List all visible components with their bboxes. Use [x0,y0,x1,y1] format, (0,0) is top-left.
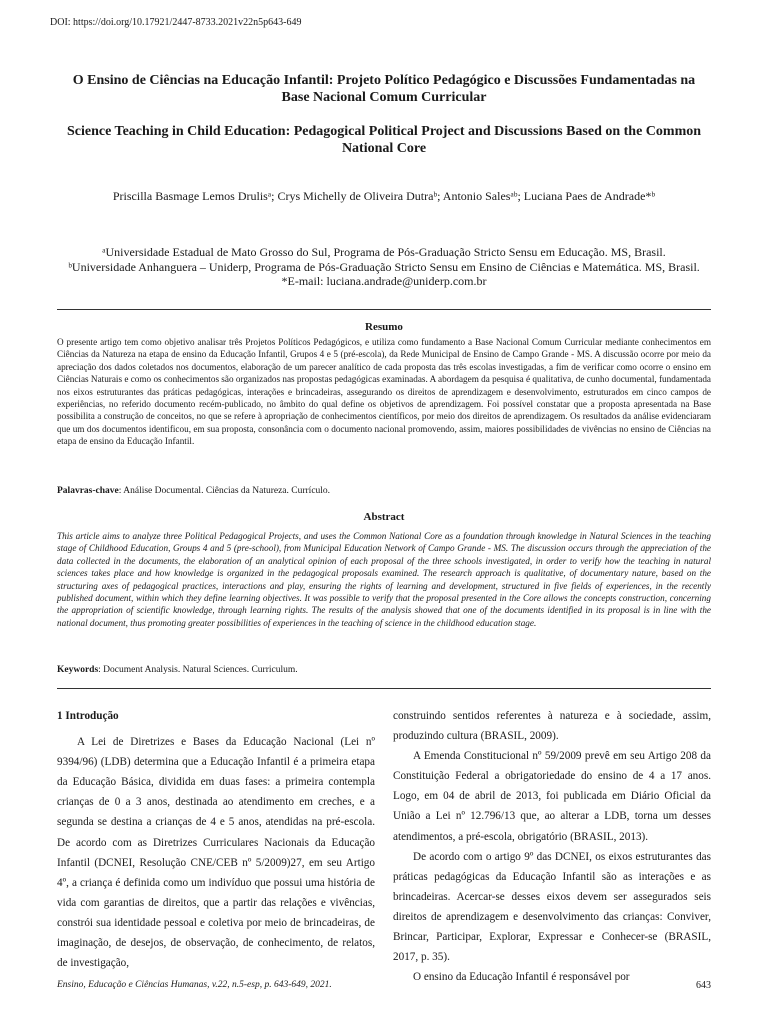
affiliation-b: ᵇUniversidade Anhanguera – Uniderp, Programa de Pós-Graduação Stricto Sensu em Ensino de Ciências e Matemática. MS, Brasil. [68,259,700,274]
keywords-label-en: Keywords [57,665,99,675]
doi-line[interactable]: DOI: https://doi.org/10.17921/2447-8733.2021v22n5p643-649 [50,17,302,28]
author-list: Priscilla Basmage Lemos Drulisᵃ; Crys Michelly de Oliveira Dutraᵇ; Antonio Salesᵃᵇ; Luciana Paes de Andrade*ᵇ [112,189,656,203]
section-heading-intro: 1 Introdução [57,710,119,722]
affiliation-a: ᵃUniversidade Estadual de Mato Grosso do Sul, Programa de Pós-Graduação Stricto Sensu em Educação. MS, Brasil. [102,245,666,259]
divider-top [57,309,711,310]
corresponding-email[interactable]: *E-mail: luciana.andrade@uniderp.com.br [281,274,487,288]
resumo-heading: Resumo [365,321,403,333]
body-column-left [57,706,375,973]
title-english: Science Teaching in Child Education: Pedagogical Political Project and Discussions Based on the Common National Core [66,124,702,156]
resumo-text: O presente artigo tem como objetivo analisar três Projetos Políticos Pedagógicos, e utiliza como fundamento a Base Nacional Comum Curricular mediante conhecimentos em Ciências da Natureza na etapa de ensino da Educação Infantil, Grupos 4 e 5 (pré-escola), da Rede Municipal de Ensino de Campo Grande - MS. A discussão ocorre por meio da apreciação dos dados coletados nos documentos, elaboração de um parecer analítico de cada proposta das três escolas investigadas, a fim de verificar como ocorre o ensino em Ciências Naturais e como os conhecimentos são organizados nas propostas pedagógicas examinadas. A abordagem da pesquisa é qualitativa, de cunho documental, fundamentada nos eixos estruturantes das práticas pedagógicas, interações e brincadeiras, assegurando os direitos de aprendizagem e desenvolvimento, estruturados em cinco campos de experiências, no referido documento recém-publicado, no âmbito do qual define os objetivos de aprendizagem. Foi possível constatar que a proposta apresentada na Base possibilita a construção de conceitos, no que se refere à apropriação de conhecimentos científicos, por meio dos direitos de aprendizagem. Os resultados da análise evidenciaram que um dos documentos identificou, em sua proposta, consonância com o documento nacional promovendo, assim, maiores possibilidades de vivências no ensino de Ciências na etapa de ensino da Educação Infantil. [57,337,711,447]
title-portuguese: O Ensino de Ciências na Educação Infantil: Projeto Político Pedagógico e Discussões Fundamentadas na Base Nacional Comum Curricular [72,73,696,105]
abstract-heading: Abstract [363,511,405,523]
page-number: 643 [696,980,711,991]
keywords-en: : Document Analysis. Natural Sciences. Curriculum. [98,665,298,675]
body-column-right [393,706,711,987]
resumo-keywords [57,486,711,496]
intro-paragraph-4: O ensino da Educação Infantil é responsável por [413,971,630,984]
intro-paragraph-2: A Emenda Constitucional nº 59/2009 prevê em seu Artigo 208 da Constituição Federal a obrigatoriedade do ensino de 4 a 17 anos. Logo, em 04 de abril de 2013, foi publicada em Diário Oficial da União a Lei nº 12.796/13 que, ao alterar a LDB, torna um desses atendimentos, a pré-escola, obrigatório (BRASIL, 2013). [393,750,711,843]
affiliations [40,245,728,289]
intro-paragraph-1: A Lei de Diretrizes e Bases da Educação Nacional (Lei nº 9394/96) (LDB) determina que a Educação Infantil é a primeira etapa da Educação Básica, dividida em duas fases: a primeira contempla crianças de 0 a 3 anos, destinada ao atendimento em creches, e a segunda se destina a crianças de 4 e 5 anos, atendidas na pré-escola. De acordo com as Diretrizes Curriculares Nacionais da Educação Infantil (DCNEI, Resolução CNE/CEB nº 5/2009)27, em seu Artigo 4º, a criança é definida como um indivíduo que possui uma história de vida com garantias de direitos, que a partir das relações e vivências, constrói sua identidade pessoal e coletiva por meio de brincadeiras, de imaginação, de desejos, de observação, de conhecimento, de relatos, de investigação, [57,736,375,970]
keywords-pt: : Análise Documental. Ciências da Natureza. Currículo. [118,486,331,496]
abstract-keywords [57,665,711,675]
divider-bottom [57,688,711,689]
abstract-text: This article aims to analyze three Political Pedagogical Projects, and uses the Common National Core as a foundation through knowledge in Natural Sciences in the teaching stage of Childhood Education, Groups 4 and 5 (pre-school), from Municipal Education Network of Campo Grande - MS. The discussion occurs through the appreciation of the data collected in the documents, the elaboration of an analytical opinion of each proposal of the three schools investigated, in order to verify how the teaching in natural sciences takes place and how knowledge is organized in the pedagogical proposals examined. The research approach is qualitative, of documentary nature, based on the structuring axes of pedagogical practices, interactions and play, ensuring the rights of learning and development, structured in five fields of experiences, in the recently published document, within which they define learning objectives. It was possible to verify that the proposal presented in the Core allows the concepts construction, concerning the appropriation of scientific knowledge, through learning rights. The results of the analysis showed that one of the documents identified in its proposal is in line with the national document, thus promoting greater possibilities of experiences in the teaching of science in the childhood education stage. [57,531,711,628]
keywords-label-pt: Palavras-chave [57,486,119,496]
intro-paragraph-3: De acordo com o artigo 9º das DCNEI, os eixos estruturantes das práticas pedagógicas da Educação Infantil são as interações e as brincadeiras. Acercar-se desses eixos devem ser assegurados seis direitos de aprendizagem e desenvolvimento das crianças: Conviver, Brincar, Participar, Explorar, Expressar e Conhecer-se (BRASIL, 2017, p. 35). [393,850,711,964]
journal-citation: Ensino, Educação e Ciências Humanas, v.22, n.5-esp, p. 643-649, 2021. [57,980,332,990]
intro-continuation: construindo sentidos referentes à natureza e à sociedade, assim, produzindo cultura (BRASIL, 2009). [393,710,711,743]
